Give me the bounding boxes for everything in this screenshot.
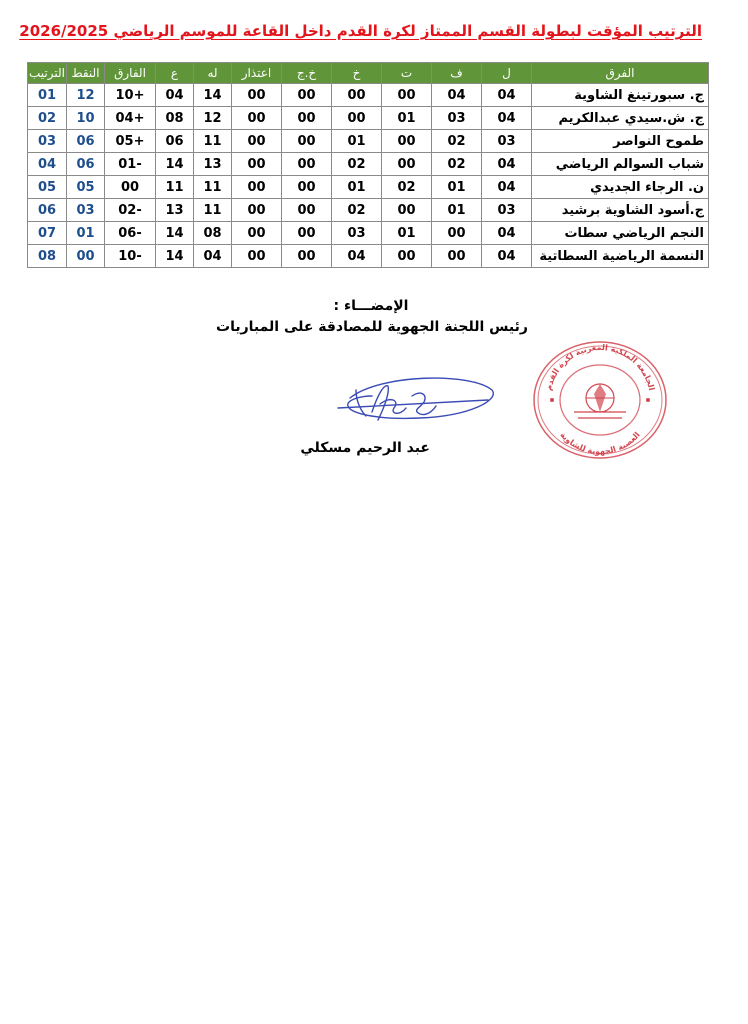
points-cell: 01 bbox=[67, 222, 105, 245]
stat-cell: 01 bbox=[432, 199, 482, 222]
column-header: ل bbox=[482, 63, 532, 84]
stat-cell: 00 bbox=[282, 84, 332, 107]
stat-cell: 00 bbox=[232, 84, 282, 107]
stat-cell: 01 bbox=[332, 176, 382, 199]
stat-cell: 03 bbox=[482, 130, 532, 153]
stat-cell: 00 bbox=[382, 130, 432, 153]
stat-cell: 02 bbox=[332, 153, 382, 176]
team-name-cell: شباب السوالم الرياضي bbox=[532, 153, 709, 176]
stat-cell: 00 bbox=[282, 107, 332, 130]
points-cell: 12 bbox=[67, 84, 105, 107]
table-row bbox=[28, 176, 709, 199]
stat-cell: 02 bbox=[332, 199, 382, 222]
rank-cell: 05 bbox=[28, 176, 67, 199]
table-row bbox=[28, 199, 709, 222]
stat-cell: 00 bbox=[232, 130, 282, 153]
stat-cell: 00 bbox=[232, 107, 282, 130]
column-header: اعتذار bbox=[232, 63, 282, 84]
stat-cell: 00 bbox=[382, 199, 432, 222]
stat-cell: 00 bbox=[282, 222, 332, 245]
rank-cell: 02 bbox=[28, 107, 67, 130]
stat-cell: 00 bbox=[232, 153, 282, 176]
stat-cell: 00 bbox=[432, 222, 482, 245]
stat-cell: 04 bbox=[482, 153, 532, 176]
stat-cell: 11 bbox=[194, 130, 232, 153]
league-stamp bbox=[530, 338, 670, 462]
stat-cell: 04 bbox=[482, 176, 532, 199]
column-header: الفرق bbox=[532, 63, 709, 84]
stat-cell: 02 bbox=[432, 153, 482, 176]
team-name-cell: ج.أسود الشاوية برشيد bbox=[532, 199, 709, 222]
stat-cell: 00 bbox=[105, 176, 156, 199]
rank-cell: 08 bbox=[28, 245, 67, 268]
stat-cell: 04 bbox=[482, 245, 532, 268]
signer-role: رئيس اللجنة الجهوية للمصادقة على المباريات bbox=[216, 319, 528, 335]
rank-cell: 01 bbox=[28, 84, 67, 107]
column-header: الفارق bbox=[105, 63, 156, 84]
stat-cell: 00 bbox=[332, 107, 382, 130]
rank-cell: 07 bbox=[28, 222, 67, 245]
stat-cell: -10 bbox=[105, 245, 156, 268]
points-cell: 00 bbox=[67, 245, 105, 268]
stat-cell: 00 bbox=[382, 84, 432, 107]
stat-cell: 04 bbox=[194, 245, 232, 268]
stat-cell: 04 bbox=[156, 84, 194, 107]
stat-cell: 01 bbox=[382, 222, 432, 245]
stat-cell: 00 bbox=[232, 245, 282, 268]
team-name-cell: ج. سبورتينغ الشاوية bbox=[532, 84, 709, 107]
rank-cell: 03 bbox=[28, 130, 67, 153]
stat-cell: 00 bbox=[432, 245, 482, 268]
column-header: خ.ج bbox=[282, 63, 332, 84]
stat-cell: +05 bbox=[105, 130, 156, 153]
stat-cell: 03 bbox=[332, 222, 382, 245]
team-name-cell: ج. ش.سيدي عبدالكريم bbox=[532, 107, 709, 130]
stat-cell: 11 bbox=[194, 176, 232, 199]
standings-table bbox=[27, 62, 709, 268]
stat-cell: 01 bbox=[332, 130, 382, 153]
column-header: ف bbox=[432, 63, 482, 84]
stat-cell: 14 bbox=[156, 245, 194, 268]
table-body bbox=[28, 84, 709, 268]
stat-cell: 12 bbox=[194, 107, 232, 130]
stat-cell: 00 bbox=[282, 153, 332, 176]
stat-cell: 04 bbox=[432, 84, 482, 107]
stat-cell: 01 bbox=[432, 176, 482, 199]
stat-cell: 13 bbox=[194, 153, 232, 176]
stat-cell: 02 bbox=[432, 130, 482, 153]
stat-cell: 14 bbox=[194, 84, 232, 107]
stat-cell: 01 bbox=[382, 107, 432, 130]
stat-cell: 00 bbox=[382, 245, 432, 268]
stat-cell: 04 bbox=[482, 107, 532, 130]
stat-cell: +10 bbox=[105, 84, 156, 107]
stat-cell: 02 bbox=[382, 176, 432, 199]
points-cell: 10 bbox=[67, 107, 105, 130]
stat-cell: 06 bbox=[156, 130, 194, 153]
page-title: الترتيب المؤقت لبطولة القسم الممتاز لكرة القدم داخل القاعة للموسم الرياضي 2026/2025 bbox=[19, 22, 702, 40]
table-row bbox=[28, 222, 709, 245]
points-cell: 03 bbox=[67, 199, 105, 222]
points-cell: 06 bbox=[67, 130, 105, 153]
stamp-outer-text: الجامعة الملكية المغربية لكرة القدم bbox=[543, 342, 657, 392]
stat-cell: 04 bbox=[332, 245, 382, 268]
column-header: النقط bbox=[67, 63, 105, 84]
team-name-cell: النجم الرياضي سطات bbox=[532, 222, 709, 245]
column-header: ع bbox=[156, 63, 194, 84]
stat-cell: 13 bbox=[156, 199, 194, 222]
stat-cell: 08 bbox=[194, 222, 232, 245]
stat-cell: -02 bbox=[105, 199, 156, 222]
column-header: ت bbox=[382, 63, 432, 84]
stamp-emblem bbox=[550, 384, 650, 418]
stat-cell: 08 bbox=[156, 107, 194, 130]
table-row bbox=[28, 84, 709, 107]
column-header: له bbox=[194, 63, 232, 84]
column-header: خ bbox=[332, 63, 382, 84]
column-header: الترتيب bbox=[28, 63, 67, 84]
stat-cell: 00 bbox=[282, 130, 332, 153]
team-name-cell: النسمة الرياضية السطاتية bbox=[532, 245, 709, 268]
points-cell: 06 bbox=[67, 153, 105, 176]
rank-cell: 06 bbox=[28, 199, 67, 222]
stat-cell: 11 bbox=[194, 199, 232, 222]
stamp-inner-text: العصبة الجهوية للشاوية bbox=[558, 430, 642, 457]
team-name-cell: طموح النواصر bbox=[532, 130, 709, 153]
stat-cell: 03 bbox=[432, 107, 482, 130]
signature-image bbox=[320, 360, 500, 430]
header-row bbox=[28, 63, 709, 84]
stat-cell: 00 bbox=[332, 84, 382, 107]
stat-cell: 00 bbox=[282, 176, 332, 199]
stat-cell: -01 bbox=[105, 153, 156, 176]
stat-cell: 00 bbox=[232, 176, 282, 199]
team-name-cell: ن. الرجاء الجديدي bbox=[532, 176, 709, 199]
stat-cell: -06 bbox=[105, 222, 156, 245]
stat-cell: +04 bbox=[105, 107, 156, 130]
stat-cell: 00 bbox=[232, 199, 282, 222]
stat-cell: 11 bbox=[156, 176, 194, 199]
stat-cell: 03 bbox=[482, 199, 532, 222]
table-row bbox=[28, 153, 709, 176]
stat-cell: 00 bbox=[232, 222, 282, 245]
stat-cell: 00 bbox=[282, 199, 332, 222]
signer-name: عبد الرحيم مسكلي bbox=[300, 440, 430, 456]
signature-heading: الإمضـــاء : bbox=[333, 298, 409, 314]
stat-cell: 04 bbox=[482, 222, 532, 245]
stat-cell: 14 bbox=[156, 153, 194, 176]
table-row bbox=[28, 245, 709, 268]
stat-cell: 00 bbox=[282, 245, 332, 268]
table-row bbox=[28, 107, 709, 130]
rank-cell: 04 bbox=[28, 153, 67, 176]
stat-cell: 14 bbox=[156, 222, 194, 245]
stat-cell: 00 bbox=[382, 153, 432, 176]
points-cell: 05 bbox=[67, 176, 105, 199]
stat-cell: 04 bbox=[482, 84, 532, 107]
table-row bbox=[28, 130, 709, 153]
